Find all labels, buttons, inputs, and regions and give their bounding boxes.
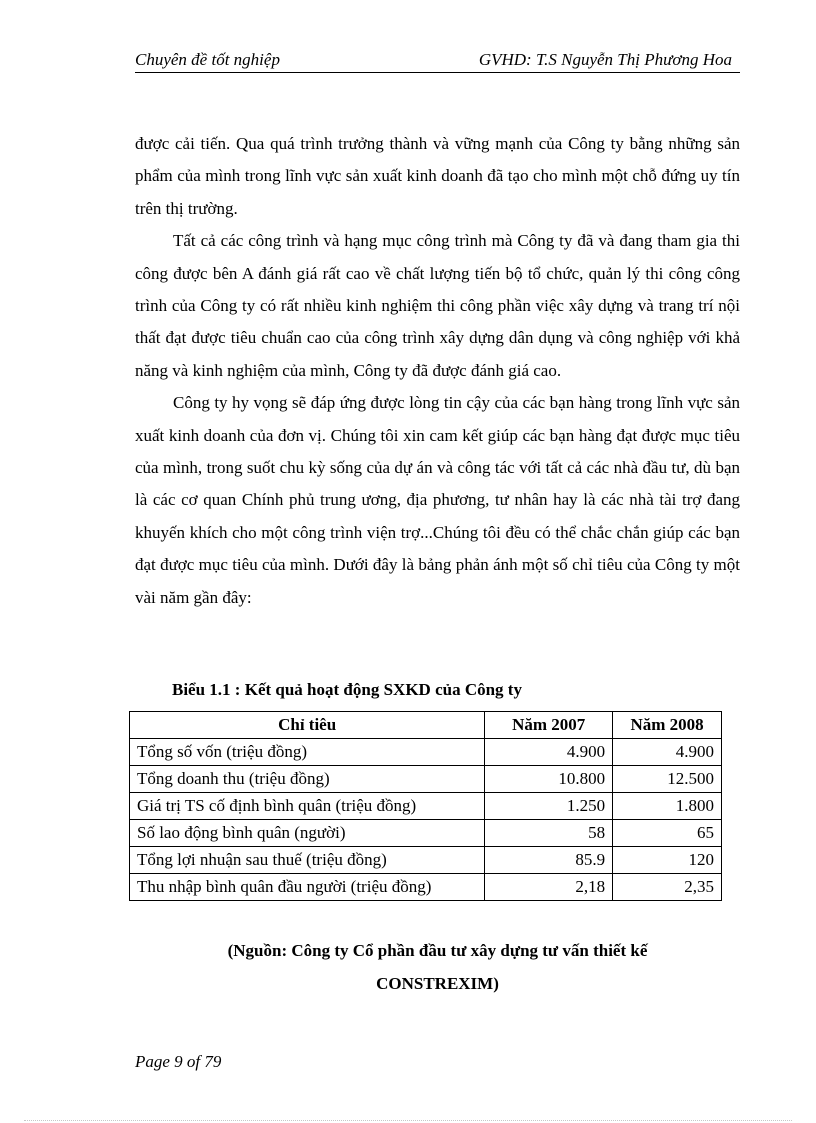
results-table (129, 711, 722, 901)
page-number: Page 9 of 79 (135, 1052, 222, 1071)
source-line-1: (Nguồn: Công ty Cổ phần đầu tư xây dựng tư vấn thiết kế (227, 941, 648, 960)
table-row (130, 847, 722, 874)
value-2008: 1.800 (613, 793, 722, 820)
header-document-type: Chuyên đề tốt nghiệp (135, 50, 280, 69)
row-label: Tổng doanh thu (triệu đồng) (130, 766, 485, 793)
source-line-2: CONSTREXIM) (376, 974, 499, 993)
row-label: Giá trị TS cố định bình quân (triệu đồng) (130, 793, 485, 820)
table-row (130, 766, 722, 793)
row-label: Tổng lợi nhuận sau thuế (triệu đồng) (130, 847, 485, 874)
table-row (130, 739, 722, 766)
body-text (135, 128, 740, 614)
value-2008: 65 (613, 820, 722, 847)
table-row (130, 820, 722, 847)
value-2007: 1.250 (485, 793, 613, 820)
value-2008: 12.500 (613, 766, 722, 793)
column-header-2007: Năm 2007 (485, 712, 613, 739)
column-header-2008: Năm 2008 (613, 712, 722, 739)
value-2007: 2,18 (485, 874, 613, 901)
row-label: Số lao động bình quân (người) (130, 820, 485, 847)
column-header-indicator: Chỉ tiêu (130, 712, 485, 739)
header-supervisor: GVHD: T.S Nguyễn Thị Phương Hoa (478, 50, 732, 69)
value-2007: 58 (485, 820, 613, 847)
paragraph-3: Công ty hy vọng sẽ đáp ứng được lòng tin cậy của các bạn hàng trong lĩnh vực sản xuất kinh doanh của đơn vị. Chúng tôi xin cam kết giúp các bạn hàng đạt được mục tiêu của mình, trong suốt chu kỳ sống của dự án và công tác với tất cả các nhà đầu tư, dù bạn là các cơ quan Chính phủ trung ương, địa phương, tư nhân hay là các nhà tài trợ đang khuyến khích cho một công trình viện trợ...Chúng tôi đều có thể chắc chắn giúp các bạn đạt được mục tiêu của mình. Dưới đây là bảng phản ánh một số chỉ tiêu của Công ty một vài năm gần đây: (135, 393, 740, 607)
row-label: Thu nhập bình quân đầu người (triệu đồng) (130, 874, 485, 901)
paragraph-1: được cải tiến. Qua quá trình trưởng thành và vững mạnh của Công ty bằng những sản phẩm của mình trong lĩnh vực sản xuất kinh doanh đã tạo cho mình một chỗ đứng uy tín trên thị trường. (135, 134, 740, 218)
value-2007: 4.900 (485, 739, 613, 766)
page-header (135, 48, 740, 73)
value-2008: 4.900 (613, 739, 722, 766)
value-2008: 2,35 (613, 874, 722, 901)
table-row (130, 793, 722, 820)
value-2008: 120 (613, 847, 722, 874)
table-row (130, 874, 722, 901)
paragraph-2: Tất cả các công trình và hạng mục công trình mà Công ty đã và đang tham gia thi công được bên A đánh giá rất cao về chất lượng tiến bộ tổ chức, quản lý thi công công trình của Công ty có rất nhiều kinh nghiệm thi công phần việc xây dựng và trang trí nội thất đạt được tiêu chuẩn cao của công trình xây dựng dân dụng và công nghiệp với khả năng và kinh nghiệm của mình, Công ty đã được đánh giá cao. (135, 231, 740, 380)
table-header-row (130, 712, 722, 739)
table-caption: Biểu 1.1 : Kết quả hoạt động SXKD của Công ty (172, 680, 522, 699)
page-bottom-divider (24, 1120, 792, 1121)
row-label: Tổng số vốn (triệu đồng) (130, 739, 485, 766)
value-2007: 10.800 (485, 766, 613, 793)
source-note (135, 934, 740, 1000)
value-2007: 85.9 (485, 847, 613, 874)
